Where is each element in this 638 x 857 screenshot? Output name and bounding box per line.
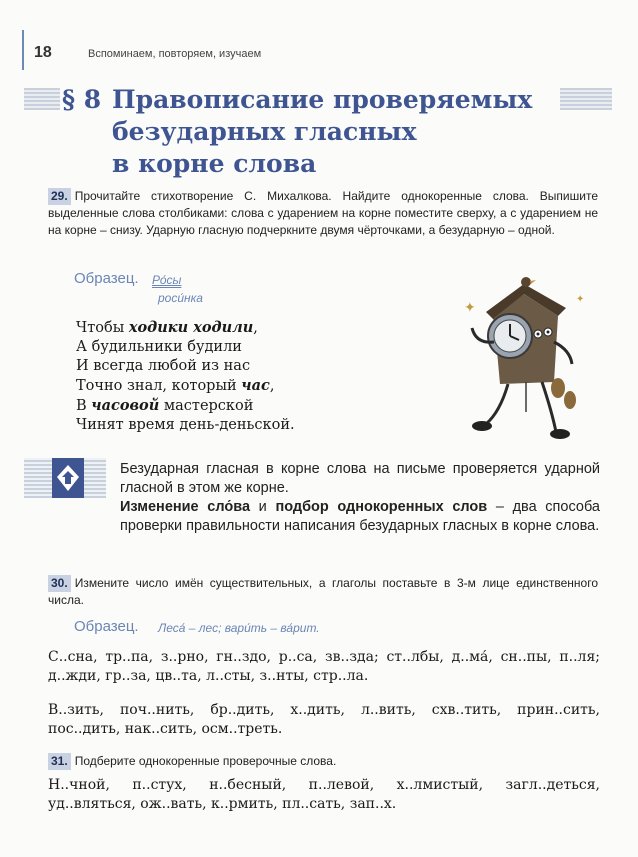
poem-line-5: В часовой мастерской bbox=[76, 397, 254, 414]
rule-text bbox=[120, 460, 600, 536]
page-edge-rule bbox=[22, 30, 24, 70]
walking-cuckoo-clock-illustration bbox=[446, 272, 616, 442]
exercise-30-sample-label: Образец. bbox=[74, 618, 139, 635]
poem-line-3: И всегда любой из нас bbox=[76, 358, 251, 374]
exercise-29-number: 29. bbox=[48, 188, 71, 205]
poem-line-1: Чтобы ходики ходили, bbox=[76, 319, 258, 336]
section-title-line-2: безударных гласных bbox=[112, 117, 417, 146]
down-arrow-diamond-icon bbox=[52, 458, 84, 498]
exercise-30-number: 30. bbox=[48, 575, 71, 592]
exercise-31-number: 31. bbox=[48, 753, 71, 770]
svg-text:✦: ✦ bbox=[576, 294, 585, 305]
exercise-30-verbs: В..зить, поч..нить, бр..дить, х..дить, л..вить, схв..тить, прин..сить, пос..дить, нак..сить, осм..треть. bbox=[48, 702, 600, 737]
poem-line-2: А будильники будили bbox=[76, 339, 242, 355]
poem-line-6: Чинят время день-деньской. bbox=[76, 417, 295, 433]
exercise-29-sample-word-1: Ро́сы bbox=[152, 273, 182, 287]
section-number: § 8 bbox=[62, 85, 102, 114]
exercise-30-text: 30. Измените число имён существительных, а глаголы поставьте в 3-м лице единственного числа. bbox=[48, 576, 598, 607]
exercise-29-sample-label: Образец. bbox=[74, 270, 139, 287]
rule-paragraph-2: Изменение сло́ва и подбор однокоренных слов – два способа проверки правильности написания безударных гласных в корне слова. bbox=[120, 499, 600, 534]
exercise-30-sample-text: Леса́ – лес; вари́ть – ва́рит. bbox=[158, 621, 320, 635]
section-title-line-3: в корне слова bbox=[112, 149, 317, 178]
running-head: Вспоминаем, повторяем, изучаем bbox=[88, 48, 262, 60]
exercise-29-sample-word-2: роси́нка bbox=[158, 291, 203, 305]
section-title-line-1: § 8 Правописание проверяемых bbox=[62, 85, 533, 114]
poem bbox=[76, 318, 295, 435]
exercise-29-text: 29. Прочитайте стихотворение С. Михалкова. Найдите однокоренные слова. Выпишите выделенные слова столбиками: слова с ударением на корне поместите сверху, а с ударением не на корне – снизу. Ударную гласную подчеркните двумя чёрточками, а безударную – одной. bbox=[48, 189, 598, 237]
rule-paragraph-1: Безударная гласная в корне слова на письме проверяется ударной гласной в этом же корне. bbox=[120, 461, 600, 496]
section-title bbox=[62, 84, 532, 180]
section-bar-right bbox=[560, 88, 612, 110]
page-number: 18 bbox=[34, 44, 52, 61]
exercise-31-words: Н..чной, п..стух, н..бесный, п..левой, х..лмистый, загл..деться, уд..вляться, ож..вать, к..рмить, пл..сать, зап..х. bbox=[48, 777, 600, 812]
poem-line-4: Точно знал, который час, bbox=[76, 377, 275, 394]
svg-text:✦: ✦ bbox=[464, 299, 476, 315]
exercise-31-text: 31. Подберите однокоренные проверочные слова. bbox=[48, 753, 598, 770]
exercise-30-nouns: С..сна, тр..па, з..рно, гн..здо, р..са, зв..зда; ст..лбы, д..ма́, сн..пы, п..ля; д..жди, гр..за, цв..та, л..сты, з..нты, стр..ла. bbox=[48, 649, 600, 684]
section-bar-left bbox=[24, 88, 60, 110]
